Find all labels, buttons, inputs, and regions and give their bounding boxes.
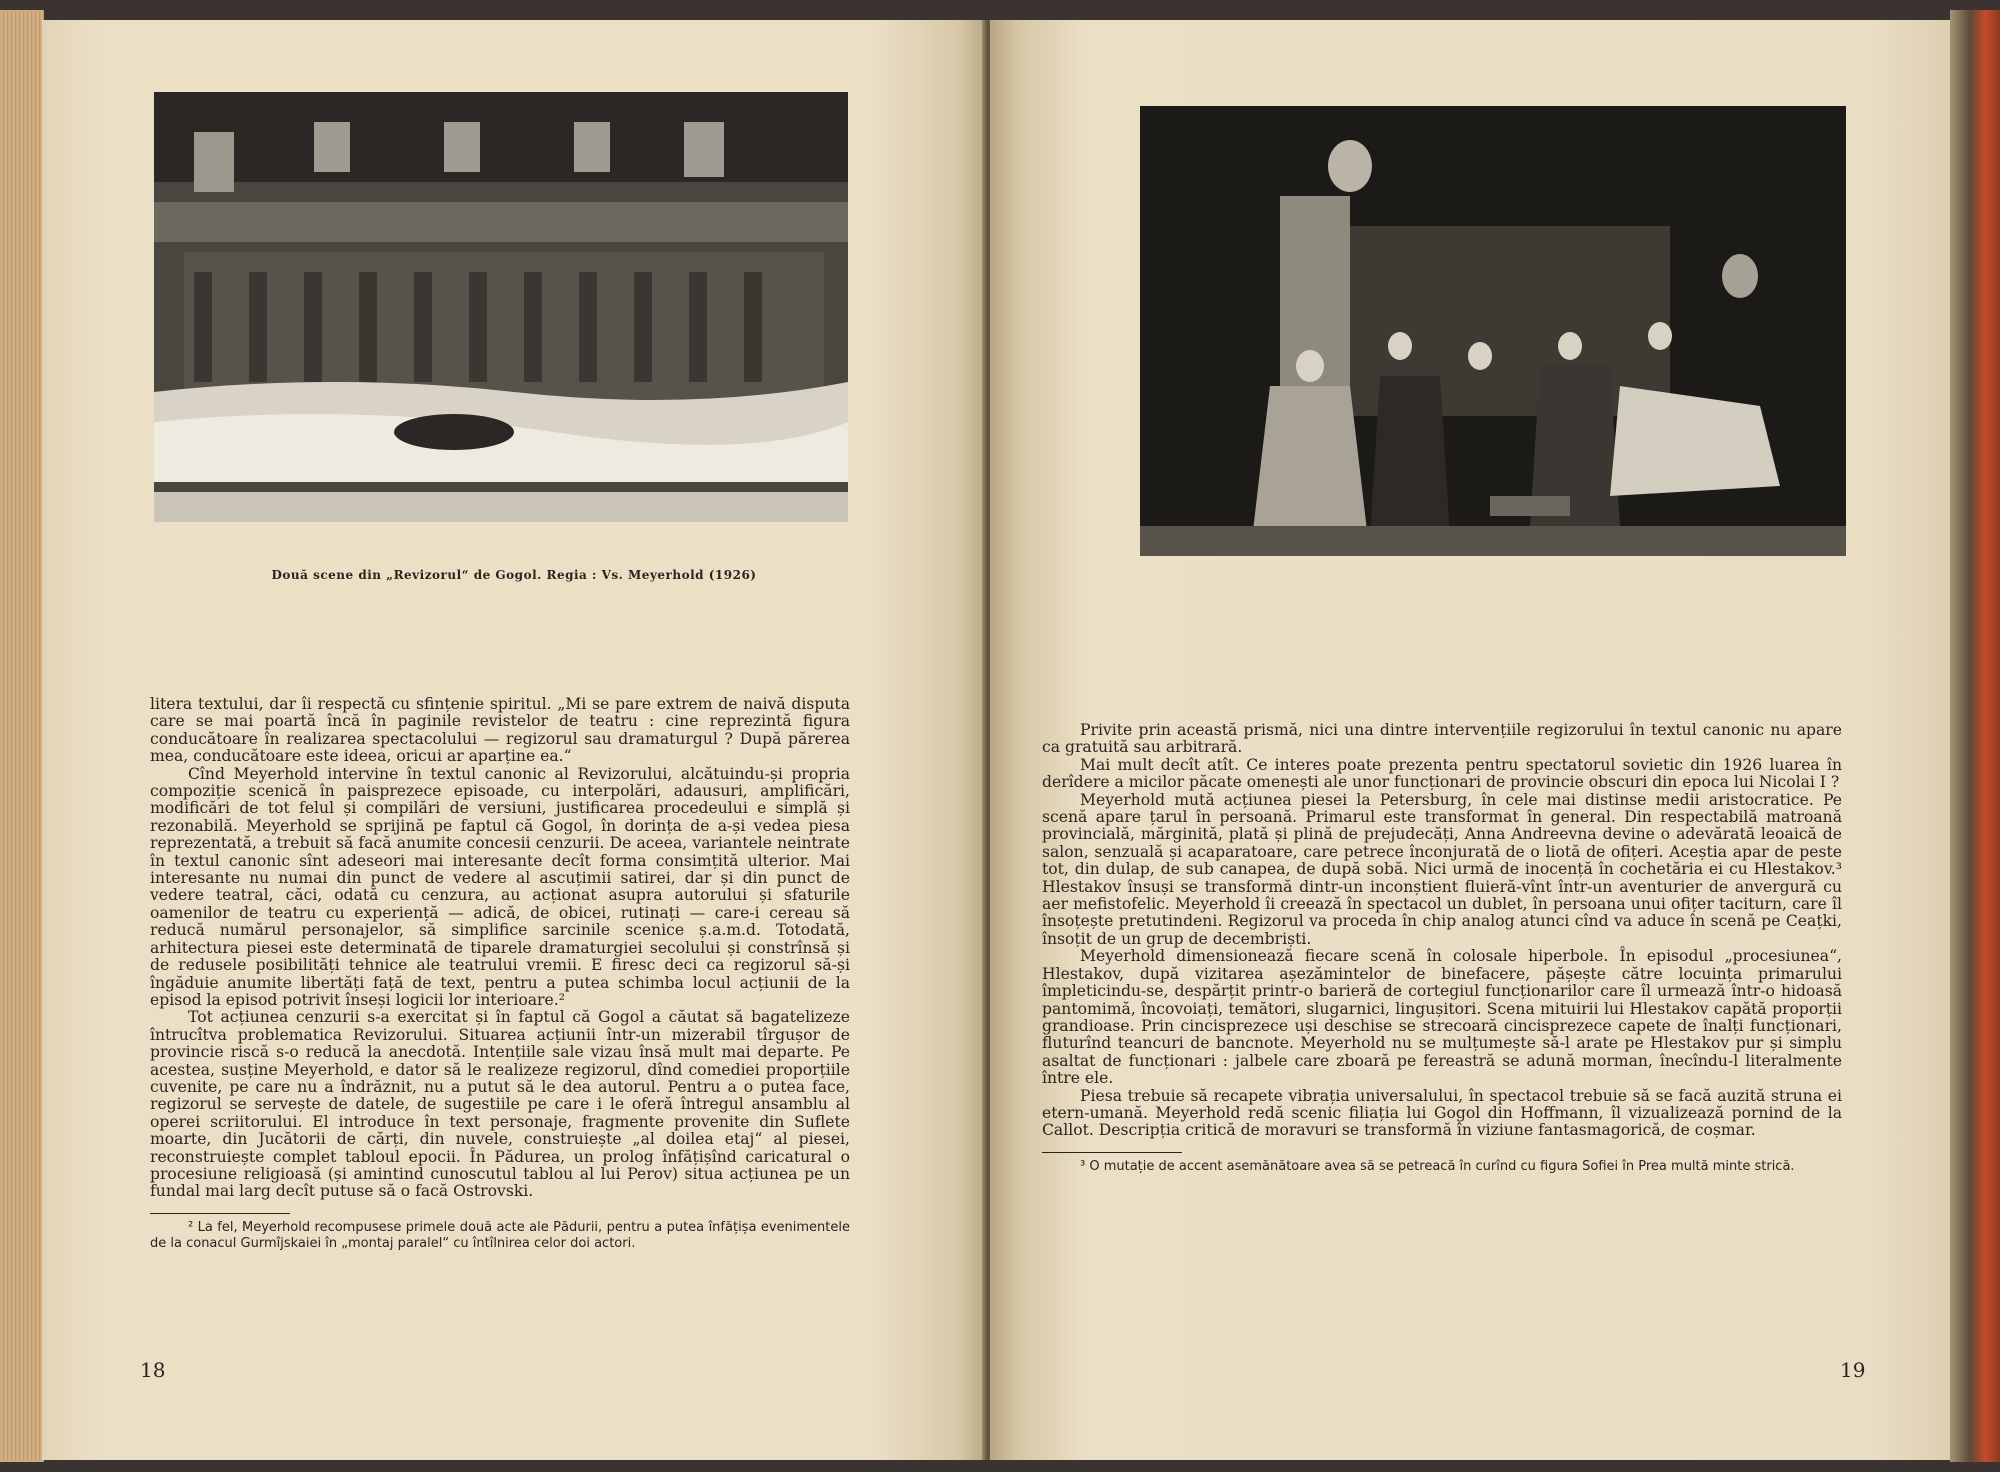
paragraph: Privite prin această prismă, nici una dintre intervențiile regizorului în textul canonic nu apare ca gratuită sau arbitrară. <box>1042 721 1842 757</box>
stage-photo-right <box>1140 106 1846 556</box>
paragraph: Piesa trebuie să recapete vibrația universalului, în spectacol trebuie să se facă auzită struna ei etern-umană. Meyerhold redă scenic filiația lui Gogol din Hoffmann, îl vizualizează pornind de la Callot. Descripția critică de moravuri se transformă în viziune fantasmagorică, de coșmar. <box>1042 1086 1842 1140</box>
footnote-rule <box>150 1213 290 1214</box>
page-number: 19 <box>1840 1358 1866 1382</box>
footnote: ² La fel, Meyerhold recompusese primele două acte ale Pădurii, pentru a putea înfățișa evenimentele de la conacul Gurmîjskaiei în „montaj paralel“ cu întîlnirea celor doi actori. <box>150 1219 850 1251</box>
left-page-text <box>150 696 850 1252</box>
stage-photo-left <box>154 92 848 522</box>
paragraph: Tot acțiunea cenzurii s-a exercitat și în faptul că Gogol a căutat să bagatelizeze întrucîtva problematica Revizorului. Situarea acțiunii într-un mizerabil tîrgușor de provincie riscă s-o reducă la anecdotă. Intențiile sale vizau însă mult mai departe. Pe acestea, susține Meyerhold, e dator să le realizeze regizorul, dînd comediei proporțiile cuvenite, pe care nu a îndrăznit, nu a putut să le dea autorul. Pentru a o putea face, regizorul se servește de datele, de sugestiile pe care i le oferă întregul ansamblu al operei scriitorului. El introduce în text personaje, fragmente provenite din Suflete moarte, din Jucătorii de cărți, din nuvele, construiește „al doilea etaj“ al piesei, reconstruiește complet tabloul epocii. În Pădurea, un prolog înfățișînd caricatural o procesiune religioasă (și amintind cunoscutul tablou al lui Perov) situa acțiunea pe un fundal mai larg decît putuse să o facă Ostrovski. <box>150 1008 850 1201</box>
stage-scene-illustration-right <box>1140 106 1846 556</box>
page-edges-left <box>0 10 44 1462</box>
paragraph: litera textului, dar îi respectă cu sfințenie spiritul. „Mi se pare extrem de naivă disputa care se mai poartă încă în paginile revistelor de teatru : cine reprezintă figura conducătoare în realizarea spectacolului — regizorul sau dramaturgul ? După părerea mea, conducătoare este ideea, oricui ar aparține ea.“ <box>150 695 850 766</box>
paragraph: Meyerhold dimensionează fiecare scenă în colosale hiperbole. În episodul „procesiunea“, Hlestakov, după vizitarea așezămintelor de binefacere, pășește către locuința primarului împleticindu-se, despărțit printr-o barieră de cortegiul funcționarilor care îl urmează într-o hidoasă pantomimă, încovoiați, temători, slugarnici, lingușitori. Scena mituirii lui Hlestakov capătă proporții grandioase. Prin cincisprezece uși deschise se strecoară cincisprezece capete de înalți funcționari, fluturînd teancuri de bancnote. Meyerhold nu se mulțumește să-l arate pe Hlestakov pur și simplu asaltat de funcționari : jalbele care zboară pe fereastră se adună morman, înecîndu-l literalmente între ele. <box>1042 947 1842 1088</box>
paragraph: Meyerhold mută acțiunea piesei la Petersburg, în cele mai distinse medii aristocratice. Pe scenă apare țarul în persoană. Primarul este transformat în general. Din respectabilă matroană provincială, mărginită, plată și plină de prejudecăți, Anna Andreevna devine o adevărată leoaică de salon, senzuală și acaparatoare, care petrece înconjurată de o liotă de ofițeri. Aceștia apar de peste tot, din dulap, de sub canapea, de după sobă. Nici urmă de inocență în cochetăria ei cu Hlestakov.³ Hlestakov însuși se transformă dintr-un inconștient fluieră-vînt într-un aventurier de anvergură cu aer mefistofelic. Meyerhold îi creează în spectacol un dublet, în persoana unui ofițer taciturn, care îl însoțește pretutindeni. Regizorul va proceda în chip analog atunci cînd va aduce în scenă pe Ceațki, însoțit de un grup de decembriști. <box>1042 790 1842 948</box>
left-page <box>42 20 986 1460</box>
photo-caption: Două scene din „Revizorul“ de Gogol. Regia : Vs. Meyerhold (1926) <box>271 568 757 582</box>
stage-scene-illustration-left <box>154 92 848 522</box>
footnote-rule <box>1042 1152 1182 1153</box>
paragraph: Cînd Meyerhold intervine în textul canonic al Revizorului, alcătuindu-și propria compoziție scenică în paisprezece episoade, cu interpolări, adausuri, amplificări, modificări de tot felul și compilări de versiuni, justificarea procedeului e simplă și rezonabilă. Meyerhold se sprijină pe faptul că Gogol, în dorința de a-și vedea piesa reprezentată, a trebuit să facă anumite concesii cenzurii. De aceea, variantele neintrate în textul canonic sînt adeseori mai interesante decît forma consimțită ulterior. Mai interesante nu numai din punct de vedere al ascuțimii satirei, dar și din punct de vedere teatral, căci, odată cu cenzura, au acționat asupra autorului și sfaturile oamenilor de teatru cu experiență — adică, de obicei, rutinați — care-i cereau să reducă numărul personajelor, să simplifice sarcinile scenice ș.a.m.d. Totodată, arhitectura piesei este determinată de tiparele dramaturgiei secolului și constrînsă și de redusele posibilități tehnice ale teatrului vremii. E firesc deci ca regizorul să-și îngăduie anumite libertăți față de text, pentru a putea schimba locul acțiunii de la episod la episod potrivit înseși logicii lor interioare.² <box>150 764 850 1009</box>
footnote: ³ O mutație de accent asemănătoare avea să se petreacă în curînd cu figura Sofiei în Prea multă minte strică. <box>1080 1158 1795 1174</box>
right-page-text <box>1042 722 1842 1175</box>
paragraph: Mai mult decît atît. Ce interes poate prezenta pentru spectatorul sovietic din 1926 luarea în derîdere a micilor păcate omenești ale unor funcționari de provincie obscuri din epoca lui Nicolai I ? <box>1042 755 1842 792</box>
page-number: 18 <box>140 1358 166 1382</box>
book-cover-edge-right <box>1950 10 2000 1462</box>
right-page <box>990 20 1950 1460</box>
